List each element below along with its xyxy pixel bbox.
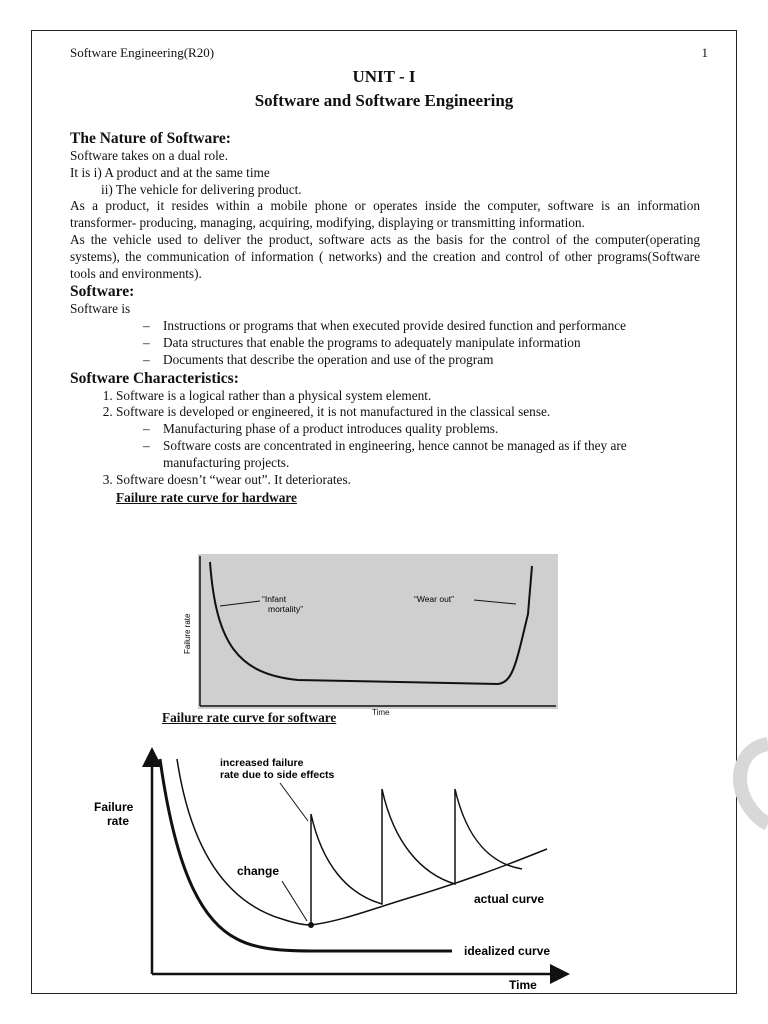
change-pointer (282, 881, 307, 921)
running-header: Software Engineering(R20) (70, 45, 215, 60)
x-axis-label: Time (509, 978, 537, 992)
y-axis-label: rate (107, 814, 130, 828)
infant-label: mortality” (268, 604, 303, 614)
figure-label-hardware: Failure rate curve for hardware (116, 490, 297, 506)
y-axis-label: Failure (94, 800, 134, 814)
list-item (116, 388, 700, 405)
change-label: change (237, 864, 280, 878)
note-pointer (280, 783, 308, 821)
paragraph: As a product, it resides within a mobile phone or operates inside the computer, software is an information transformer- producing, managing, acquiring, modifying, displaying or transmitting information. (70, 198, 700, 231)
y-axis-label: Failure rate (183, 613, 192, 654)
paragraph: As the vehicle used to deliver the product, software acts as the basis for the control of the computer(operating systems), the communication of information ( networks) and the creation and control of other programs(Software tools and environments). (70, 231, 700, 281)
software-list (70, 318, 700, 368)
idealized-curve (160, 759, 452, 951)
list-item: – Instructions or programs that when executed provide desired function and performance (143, 318, 700, 335)
list-item: – Data structures that enable the programs to adequately manipulate information (143, 335, 700, 352)
unit-heading: UNIT - I (352, 67, 416, 86)
figure-label-software: Failure rate curve for software (162, 710, 337, 725)
hardware-failure-figure (183, 554, 558, 709)
list-item-text: Software is a logical rather than a physical system element. (116, 387, 432, 403)
idealized-curve-label: idealized curve (464, 944, 551, 958)
infant-label: “Infant (262, 594, 287, 604)
sub-list (116, 421, 700, 471)
corner-decoration-icon (734, 740, 768, 830)
section-heading-characteristics: Software Characteristics: (70, 369, 239, 387)
text-line: Software takes on a dual role. (70, 148, 229, 163)
text-line: ii) The vehicle for delivering product. (101, 181, 302, 197)
text-line: It is i) A product and at the same time (70, 164, 270, 180)
characteristics-list (70, 388, 700, 489)
list-item-text: Software doesn’t “wear out”. It deteriorates. (116, 471, 351, 487)
section-heading-nature: The Nature of Software: (70, 130, 231, 147)
document-page (31, 30, 737, 994)
actual-curve-label: actual curve (474, 892, 545, 906)
text-line: Software is (70, 301, 131, 317)
list-item-text: Software is developed or engineered, it is not manufactured in the classical sense. (116, 404, 551, 420)
list-item: – Software costs are concentrated in engineering, hence cannot be managed as if they are manufacturing projects. (143, 438, 700, 472)
list-item (116, 404, 700, 471)
list-item: – Documents that describe the operation and use of the program (143, 352, 700, 369)
x-axis-label: Time (372, 708, 390, 717)
side-effects-note: rate due to side effects (220, 769, 335, 781)
figure-background (198, 554, 558, 709)
page-number: 1 (701, 45, 708, 60)
page-title: Software and Software Engineering (254, 91, 514, 110)
software-failure-figure (82, 749, 582, 991)
section-heading-software: Software: (70, 283, 135, 301)
wear-out-label: “Wear out” (414, 594, 454, 604)
list-item: – Manufacturing phase of a product introduces quality problems. (143, 421, 700, 438)
document-body (70, 129, 700, 507)
change-point (308, 922, 314, 928)
side-effects-note: increased failure (220, 757, 304, 769)
list-item (116, 472, 700, 489)
